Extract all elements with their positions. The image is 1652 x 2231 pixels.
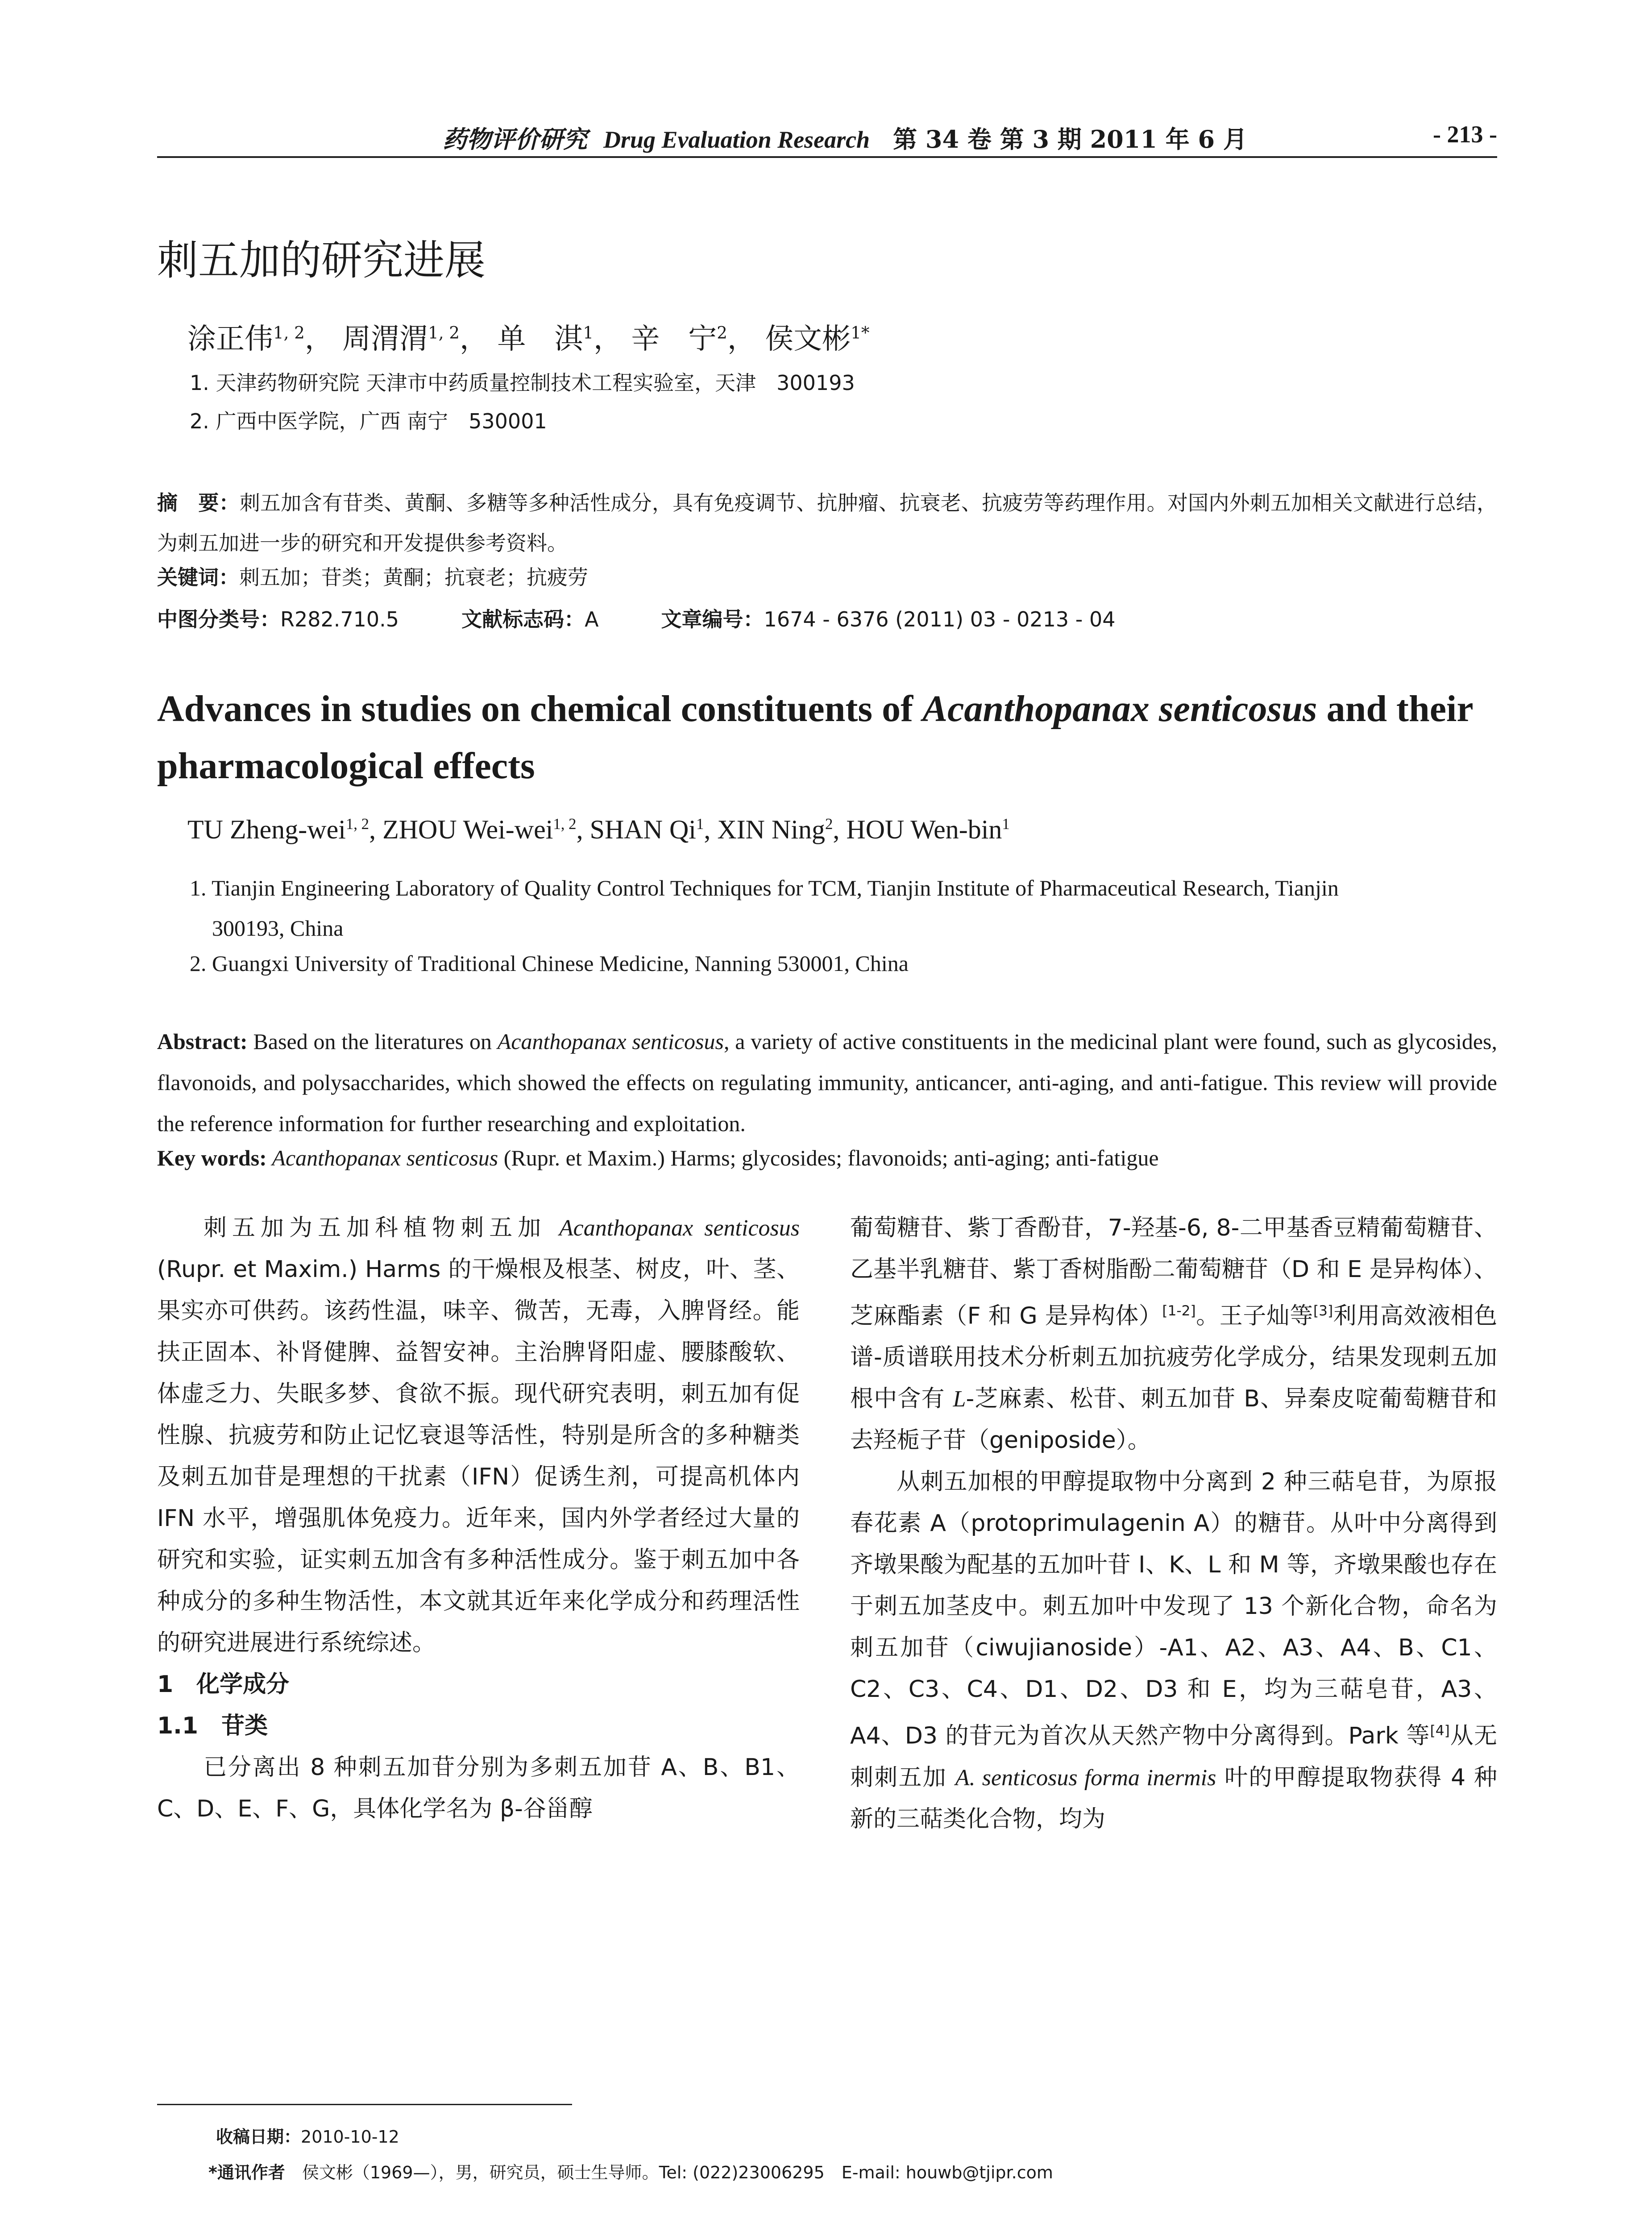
affiliation-cn-1: 1. 天津药物研究院 天津市中药质量控制技术工程实验室，天津 300193: [190, 371, 855, 395]
author-en-sup: 2: [825, 815, 833, 833]
author-cn-sup: 1, 2: [428, 323, 460, 343]
doc-code-label: 文献标志码：: [461, 607, 585, 631]
journal-name-en: Drug Evaluation Research: [603, 126, 870, 153]
author-cn-sup: 1, 2: [273, 323, 305, 343]
body-text: 叶的甲醇提取物获得 4 种新的三萜类化合物，均为: [850, 1764, 1498, 1833]
body-species: A. senticosus forma inermis: [955, 1765, 1216, 1791]
title-en-species: Acanthopanax senticosus: [922, 688, 1317, 730]
abstract-cn-text: 刺五加含有苷类、黄酮、多糖等多种活性成分，具有免疫调节、抗肿瘤、抗衰老、抗疲劳等药理作用。对国内外刺五加相关文献进行总结，为刺五加进一步的研究和开发提供参考资料。: [157, 491, 1497, 555]
author-en-sup: 1, 2: [553, 815, 577, 833]
classification-cn: [157, 603, 1116, 633]
body-paragraph: [850, 1461, 1497, 1840]
citation: [1-2]: [1162, 1303, 1196, 1319]
keywords-en-label: Key words:: [157, 1145, 267, 1170]
citation: [4]: [1430, 1723, 1450, 1739]
body-paragraph: [850, 1207, 1497, 1461]
doc-code-value: A: [585, 607, 599, 631]
volume-issue: 第 34 卷 第 3 期 2011 年 6 月: [893, 125, 1247, 153]
clc-value: R282.710.5: [280, 607, 399, 631]
title-en-part2: and their pharmacological effects: [157, 688, 1473, 787]
footnote-corresponding: [208, 2159, 1053, 2183]
citation: [3]: [1313, 1303, 1333, 1319]
abstract-en-post: , a variety of active constituents in the medicinal plant were found, such as glycosides, flavonoids, and polysaccharides, which showed the effects on regulating immunity, anticancer, anti-aging, and anti-fatigue. This review will provide the reference information for further researching and exploitation.: [157, 1029, 1497, 1136]
author-cn: 侯文彬: [765, 323, 851, 356]
body-italic: L: [953, 1386, 966, 1412]
author-en: XIN Ning: [717, 815, 825, 844]
title-en: [157, 680, 1497, 795]
author-en-sup: 1: [696, 815, 704, 833]
page-number: - 213 -: [1433, 121, 1497, 148]
author-en: SHAN Qi: [589, 815, 696, 844]
body-text: 从刺五加根的甲醇提取物中分离到 2 种三萜皂苷，为原报春花素 A（protoprimulagenin A）的糖苷。从叶中分离得到齐墩果酸为配基的五加叶苷 I、K、L 和 M 等，齐墩果酸也存在于刺五加茎皮中。刺五加叶中发现了 13 个新化合物，命名为刺五加苷（ciwujianoside）-A1、A2、A3、A4、B、C1、C2、C3、C4、D1、D2、D3 和 E，均为三萜皂苷，A3、A4、D3 的苷元为首次从天然产物中分离得到。Park 等: [850, 1468, 1497, 1750]
body-text: 利用高效液相色谱-质谱联用技术分析刺五加抗疲劳化学成分，结果发现刺五加根中含有: [850, 1302, 1497, 1413]
body-paragraph: [157, 1207, 800, 1664]
affiliation-en-1: [190, 868, 1497, 948]
abstract-cn: [157, 483, 1497, 563]
affiliation-en-1-line2: 300193, China: [212, 916, 344, 941]
affiliation-en-1-line1: 1. Tianjin Engineering Laboratory of Quality Control Techniques for TCM, Tianjin Institute of Pharmaceutical Research, Tianjin: [190, 875, 1339, 900]
keywords-cn-label: 关键词：: [157, 565, 239, 589]
keywords-cn-text: 刺五加；苷类；黄酮；抗衰老；抗疲劳: [239, 565, 588, 589]
article-no-value: 1674 - 6376 (2011) 03 - 0213 - 04: [764, 607, 1116, 631]
body-text: 葡萄糖苷、紫丁香酚苷，7-羟基-6, 8-二甲基香豆精葡萄糖苷、乙基半乳糖苷、紫丁香树脂酚二葡萄糖苷（D 和 E 是异构体）、芝麻酯素（F 和 G 是异构体）: [850, 1215, 1497, 1330]
author-cn: 周渭渭: [342, 323, 428, 356]
body-text: (Rupr. et Maxim.) Harms 的干燥根及根茎、树皮，叶、茎、果实亦可供药。该药性温，味辛、微苦，无毒，入脾肾经。能扶正固本、补肾健脾、益智安神。主治脾肾阳虚、腰膝酸软、体虚乏力、失眠多梦、食欲不振。现代研究表明，刺五加有促性腺、抗疲劳和防止记忆衰退等活性，特别是所含的多种糖类及刺五加苷是理想的干扰素（IFN）促诱生剂，可提高机体内 IFN 水平，增强肌体免疫力。近年来，国内外学者经过大量的研究和实验，证实刺五加含有多种活性成分。鉴于刺五加中各种成分的多种生物活性，本文就其近年来化学成分和药理活性的研究进展进行系统综述。: [157, 1256, 800, 1656]
keywords-en: [157, 1145, 1497, 1171]
received-label: 收稿日期：: [216, 2127, 301, 2147]
header-rule: [157, 156, 1497, 158]
body-text: 从无刺刺五加: [850, 1722, 1497, 1791]
corresponding-text: 侯文彬（1969—），男，研究员，硕士生导师。Tel: (022)23006295 E-mail: houwb@tjipr.com: [285, 2163, 1053, 2182]
title-cn: 刺五加的研究进展: [157, 236, 486, 284]
abstract-cn-label: 摘 要：: [157, 491, 240, 515]
footnote-rule: [157, 2104, 572, 2105]
journal-logo-cn: 药物评价研究: [443, 125, 587, 153]
body-text: -芝麻素、松苷、刺五加苷 B、异秦皮啶葡萄糖苷和去羟栀子苷（geniposide）。: [850, 1385, 1498, 1454]
subsection-heading: 1.1 苷类: [157, 1713, 268, 1739]
authors-cn: 涂正伟$^{1, 2}$， 周渭渭$^{1, 2}$， 单 淇$^1$， 辛 宁$^2$， 侯文彬$^{1*}$: [187, 323, 870, 356]
section-heading: 1 化学成分: [157, 1671, 290, 1698]
received-date: 2010-10-12: [301, 2127, 399, 2147]
journal-header: [443, 120, 1247, 155]
body-paragraph: 已分离出 8 种刺五加苷分别为多刺五加苷 A、B、B1、C、D、E、F、G，具体化学名为 β-谷甾醇: [157, 1754, 800, 1822]
keywords-cn: [157, 561, 588, 591]
author-cn-sup: 1: [583, 323, 594, 343]
abstract-en-label: Abstract:: [157, 1029, 248, 1054]
author-en-sup: 1: [1002, 815, 1010, 833]
keywords-en-species: Acanthopanax senticosus: [266, 1145, 498, 1170]
author-cn-sup: 2: [717, 323, 727, 343]
abstract-en-pre: Based on the literatures on: [247, 1029, 498, 1054]
keywords-en-text: (Rupr. et Maxim.) Harms; glycosides; flavonoids; anti-aging; anti-fatigue: [498, 1145, 1159, 1170]
abstract-en-species: Acanthopanax senticosus: [497, 1029, 724, 1054]
body-column-left: [157, 1207, 800, 1830]
clc-label: 中图分类号：: [157, 607, 280, 631]
body-text: 。王子灿等: [1195, 1302, 1313, 1330]
author-en: TU Zheng-wei: [187, 815, 346, 844]
footnote-received: [216, 2123, 399, 2148]
affiliation-en-2: 2. Guangxi University of Traditional Chinese Medicine, Nanning 530001, China: [190, 951, 909, 976]
body-column-right: [850, 1207, 1497, 1840]
running-header: [157, 117, 1497, 157]
article-no-label: 文章编号：: [661, 607, 764, 631]
author-cn-sup: 1*: [851, 323, 870, 343]
body-text: 刺五加为五加科植物刺五加: [203, 1215, 559, 1241]
corresponding-label: *通讯作者: [208, 2163, 285, 2182]
author-cn: 辛 宁: [631, 323, 717, 356]
affiliation-cn-2: 2. 广西中医学院，广西 南宁 530001: [190, 409, 547, 433]
author-en: HOU Wen-bin: [846, 815, 1002, 844]
title-en-part1: Advances in studies on chemical constituents of: [157, 688, 923, 730]
author-cn: 单 淇: [497, 323, 583, 356]
body-species: Acanthopanax senticosus: [559, 1215, 800, 1241]
authors-en: TU Zheng-wei$^{1, 2}$, ZHOU Wei-wei$^{1, 2}$, SHAN Qi$^1$, XIN Ning$^2$, HOU Wen-bin$^1$: [187, 815, 1010, 844]
abstract-en: [157, 1021, 1497, 1144]
author-cn: 涂正伟: [187, 323, 273, 356]
author-en: ZHOU Wei-wei: [382, 815, 553, 844]
author-en-sup: 1, 2: [345, 815, 369, 833]
